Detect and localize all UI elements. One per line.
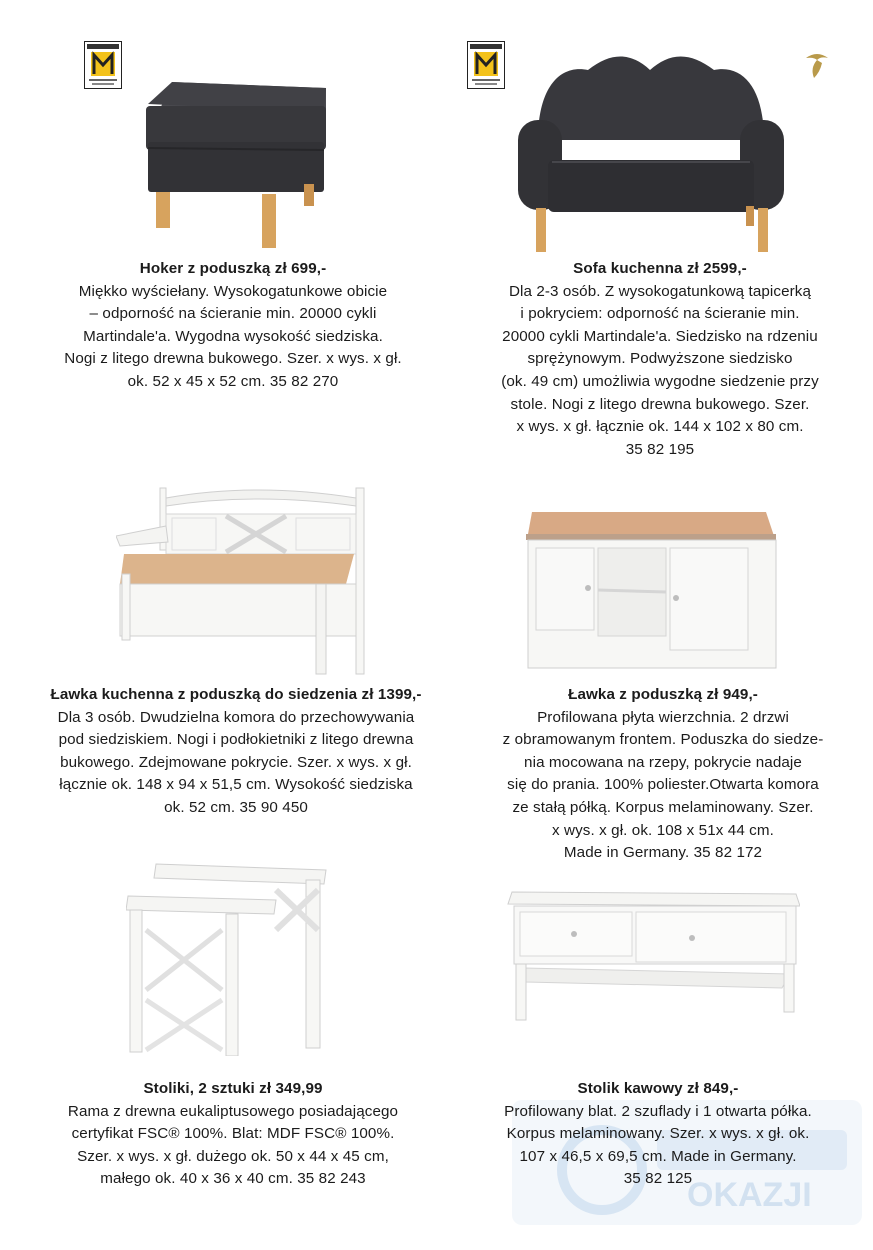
product-description-line: Miękko wyściełany. Wysokogatunkowe obicie bbox=[78, 282, 388, 300]
tchibo-logo-icon bbox=[800, 48, 834, 82]
kitchen-bench-image bbox=[116, 484, 370, 676]
product-description-line: stole. Nogi z litego drewna bukowego. Szer. bbox=[510, 395, 810, 413]
product-description-line: nia mocowana na rzepy, pokrycie nadaje bbox=[524, 753, 802, 771]
product-description-line: Nogi z litego drewna bukowego. Szer. x wys. x gł. bbox=[64, 350, 402, 368]
sofa-image bbox=[518, 50, 784, 255]
product-description-line: Dla 2-3 osób. Z wysokogatunkową tapicerką bbox=[508, 282, 812, 300]
product-description-line: Szer. x wys. x gł. dużego ok. 50 x 44 x 45 cm, bbox=[77, 1147, 389, 1165]
martindale-quality-badge-icon bbox=[84, 41, 122, 89]
product-description-line: się do prania. 100% poliester.Otwarta komora bbox=[507, 776, 819, 794]
product-description-line: (ok. 49 cm) umożliwia wygodne siedzenie przy bbox=[501, 372, 819, 390]
product-caption-sofa bbox=[450, 258, 870, 461]
watermark-text: OKAZJI bbox=[687, 1176, 812, 1214]
product-description-line: Martindale'a. Wygodna wysokość siedziska. bbox=[83, 327, 383, 345]
product-description-line: Rama z drewna eukaliptusowego posiadającego bbox=[67, 1102, 399, 1120]
product-title: Hoker z poduszką zł 699,- bbox=[139, 260, 327, 277]
product-caption-coffee-table bbox=[458, 1078, 858, 1191]
product-title: Ławka z poduszką zł 949,- bbox=[568, 686, 758, 703]
product-description-line: łącznie ok. 148 x 94 x 51,5 cm. Wysokość siedziska bbox=[59, 776, 413, 794]
product-description-line: pod siedziskiem. Nogi i podłokietniki z litego drewna bbox=[58, 731, 414, 749]
shoe-bench-image bbox=[522, 506, 778, 674]
product-description-line: Profilowany blat. 2 szuflady i 1 otwarta półka. bbox=[504, 1102, 812, 1120]
product-description-line: Made in Germany. 35 82 172 bbox=[563, 844, 763, 862]
product-description-line: Korpus melaminowany. Szer. x wys. x gł. ok. bbox=[506, 1125, 810, 1143]
product-description-line: małego ok. 40 x 36 x 40 cm. 35 82 243 bbox=[100, 1170, 366, 1188]
product-description-line: Dla 3 osób. Dwudzielna komora do przechowywania bbox=[57, 708, 415, 726]
product-title: Stolik kawowy zł 849,- bbox=[577, 1080, 739, 1097]
product-description-line: sprężynowym. Podwyższone siedzisko bbox=[527, 350, 793, 368]
product-description-line: 35 82 195 bbox=[625, 440, 695, 458]
product-description-line: i pokryciem: odporność na ścieranie min. bbox=[520, 305, 800, 323]
product-description-line: 107 x 46,5 x 69,5 cm. Made in Germany. bbox=[519, 1147, 797, 1165]
product-caption-bench-cushion bbox=[456, 684, 870, 865]
product-caption-nesting-tables bbox=[24, 1078, 442, 1191]
product-description-line: ok. 52 cm. 35 90 450 bbox=[164, 798, 308, 816]
product-description-line: ze stałą półką. Korpus melaminowany. Szer. bbox=[512, 798, 814, 816]
product-title: Sofa kuchenna zł 2599,- bbox=[573, 260, 747, 277]
product-description-line: x wys. x gł. ok. 108 x 51x 44 cm. bbox=[552, 821, 774, 839]
product-title: Stoliki, 2 sztuki zł 349,99 bbox=[143, 1080, 323, 1097]
martindale-quality-badge-icon bbox=[467, 41, 505, 89]
product-description-line: x wys. x gł. łącznie ok. 144 x 102 x 80 cm. bbox=[516, 418, 804, 436]
product-description-line: 20000 cykli Martindale'a. Siedzisko na rdzeniu bbox=[502, 327, 818, 345]
product-description-line: Profilowana płyta wierzchnia. 2 drzwi bbox=[537, 708, 789, 726]
ottoman-image bbox=[138, 78, 334, 248]
product-description-line: ok. 52 x 45 x 52 cm. 35 82 270 bbox=[127, 372, 339, 390]
product-description-line: certyfikat FSC® 100%. Blat: MDF FSC® 100%. bbox=[71, 1125, 395, 1143]
product-caption-kitchen-bench bbox=[18, 684, 454, 820]
product-description-line: 35 82 125 bbox=[623, 1170, 693, 1188]
product-description-line: – odporność na ścieranie min. 20000 cykli bbox=[89, 305, 377, 323]
product-description-line: bukowego. Zdejmowane pokrycie. Szer. x wys. x gł. bbox=[60, 753, 412, 771]
product-description-line: z obramowanym frontem. Poduszka do siedze- bbox=[502, 731, 824, 749]
product-caption-hoker bbox=[28, 258, 438, 394]
coffee-table-image bbox=[506, 888, 800, 1024]
nesting-tables-image bbox=[126, 860, 332, 1056]
product-title: Ławka kuchenna z poduszką do siedzenia zł 1399,- bbox=[50, 686, 422, 703]
